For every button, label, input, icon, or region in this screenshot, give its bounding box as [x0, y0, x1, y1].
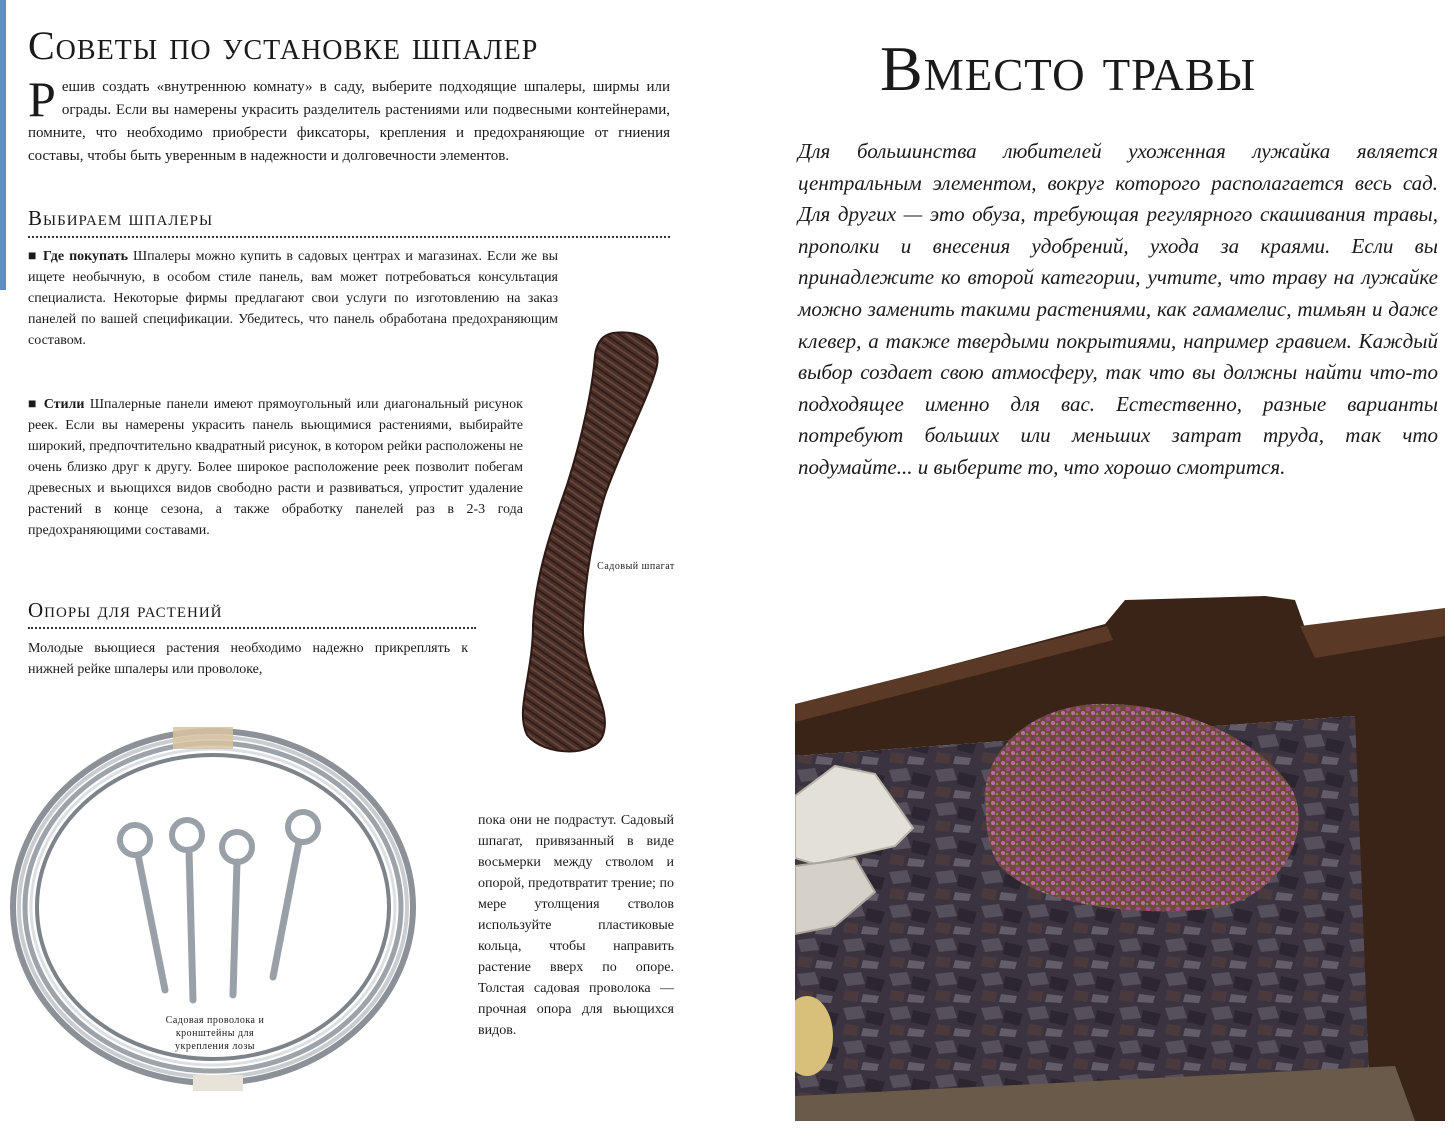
wire-caption: Садовая проволока и кронштейны для укрепления лозы	[165, 1015, 265, 1052]
eye-screw-hooks	[120, 812, 318, 1000]
coil-tie	[173, 727, 233, 749]
twine-caption: Садовый шпагат	[597, 561, 675, 572]
heading-choosing-trellis: Выбираем шпалеры	[28, 206, 214, 230]
styles-text: Шпалерные панели имеют прямоугольный или диагональный рисунок реек. Если вы намерены украсить панель вьющимися растениями, выбирайте широкий, предпочтительно квадратный рисунок, в котором рейки расположены не очень близко друг к другу. Более широкое расположение реек позволит побегам древесных и вьющихся видов свободно расти и развиваться, упростит удаление растений в конце сезона, а также обработку панелей раз в 2-3 года предохраняющими составами.	[28, 397, 523, 538]
where-to-buy-label: Где покупать	[42, 249, 129, 264]
where-to-buy-text: Шпалеры можно купить в садовых центрах и магазинах. Если же вы ищете необычную, в особом стиле панель, вам может потребоваться консультация специалиста. Некоторые фирмы предлагают свои услуги по изготовлению на заказ панелей по вашей спецификации. Убедитесь, что панель обработана предохраняющим составом.	[28, 249, 558, 348]
styles-label: Стили	[43, 397, 85, 412]
styles-paragraph	[28, 394, 523, 541]
intro-dropcap: Р	[28, 71, 56, 127]
supports-continued-paragraph: пока они не подрастут. Садовый шпагат, привязанный в виде восьмерки между стволом и опорой, предотвратит трение; по мере утолщения стволов используйте пластиковые кольца, чтобы направить растение вверх по опоре. Толстая садовая проволока — прочная опора для вьющихся видов.	[478, 813, 674, 1038]
page-edge-marker	[0, 0, 6, 290]
supports-paragraph: Молодые вьющиеся растения необходимо надежно прикреплять к нижней рейке шпалеры или проволоке,	[28, 641, 468, 677]
bullet-square-icon: ■	[28, 397, 44, 412]
left-page-title: Советы по установке шпалер	[28, 23, 539, 68]
heading-divider	[28, 236, 670, 238]
intro-text: ешив создать «внутреннюю комнату» в саду, выберите подходящие шпалеры, ширмы или ограды. Если вы намерены украсить разделитель растениями или подвесными контейнерами, помните, что необходимо приобрести фиксаторы, крепления и предохраняющие от гниения составы, чтобы быть уверенным в надежности и долговечности элементов.	[28, 79, 670, 164]
heading-plant-supports: Опоры для растений	[28, 598, 223, 622]
slate-garden-photo	[795, 596, 1445, 1121]
right-page-body: Для большинства любителей ухоженная лужайка является центральным элементом, вокруг которого располагается весь сад. Для других — это обуза, требующая регулярного скашивания травы, прополки и внесения удобрений, ухода за краями. Если вы принадлежите ко второй категории, учтите, что траву на лужайке можно заменить такими растениями, как гамамелис, тимьян и даже клевер, а также твердыми покрытиями, например гравием. Каждый выбор создает свою атмосферу, так что вы должны найти что-то подходящее именно для вас. Естественно, разные варианты потребуют больших или меньших затрат труда, так что подумайте... и выберите то, что хорошо смотрится.	[798, 139, 1438, 479]
heading-divider	[28, 627, 476, 629]
intro-paragraph	[28, 71, 670, 168]
coil-label	[193, 1075, 243, 1091]
twine-image	[505, 325, 675, 765]
bullet-square-icon: ■	[28, 249, 43, 264]
where-to-buy-paragraph	[28, 246, 558, 351]
right-page-title: Вместо травы	[880, 33, 1257, 104]
